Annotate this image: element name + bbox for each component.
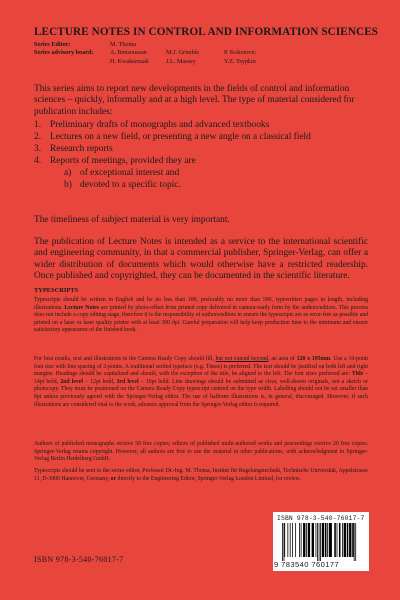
barcode-bar [322, 523, 324, 557]
text-run: For best results, text and illustrations in the Camera Ready Copy should fill, [34, 356, 216, 362]
list-number: 2. [34, 132, 42, 142]
barcode-bar [327, 523, 328, 557]
list-item [34, 155, 368, 167]
typescripts-paragraph-3 [34, 441, 368, 464]
text-run-bold: Lecture Notes [64, 304, 100, 311]
text-run: , an area of [268, 356, 297, 362]
advisory-board-label: Series advisory board: [34, 49, 94, 57]
series-editor-label: Series Editor: [34, 41, 71, 48]
barcode-bar [339, 523, 341, 557]
list-text: Preliminary drafts of monographs and advanced textbooks [50, 120, 270, 130]
text-run: Typescripts should be written in English and be no less than 100, preferably no more than 500, typewritten pages in length, including illustrations. [34, 297, 368, 311]
barcode-bar [290, 523, 291, 557]
list-item [34, 143, 368, 155]
barcode-bar [282, 523, 283, 561]
series-title: LECTURE NOTES IN CONTROL AND INFORMATION SCIENCES [34, 26, 379, 38]
barcode-bar [295, 523, 296, 557]
typescripts-paragraph-4 [34, 468, 368, 483]
text-run-bold: 3rd level [116, 378, 139, 385]
barcode-bar [354, 523, 355, 561]
barcode-isbn-label: ISBN 978-3-540-76017-7 [277, 515, 365, 522]
sublist-letter: a) [64, 168, 72, 178]
advisory-member: A. Bensoussan [110, 49, 147, 57]
barcode-bar [287, 523, 288, 557]
barcode-bar [284, 523, 285, 557]
back-cover [34, 0, 379, 600]
barcode-bar [299, 523, 300, 557]
barcode [273, 512, 369, 571]
barcode-bar [292, 523, 293, 557]
list-number: 3. [34, 144, 42, 154]
editorial-board [34, 41, 368, 66]
barcode-bar [349, 523, 351, 557]
barcode-bar [352, 523, 354, 557]
barcode-bar [320, 523, 321, 561]
series-editor-name: M. Thoma [110, 41, 137, 48]
barcode-bar [317, 523, 318, 561]
barcode-bar [308, 523, 310, 557]
typescripts-paragraph-2 [34, 356, 368, 409]
list-number: 1. [34, 120, 42, 130]
list-item [34, 119, 368, 131]
advisory-member: J.L. Massey [166, 57, 196, 65]
text-run: Authors of published monographs receive 50 free copies; editors of published multi-authored works and proceedings receive 20 free copies. Springer-Verlag retains copyright. However, all authors are free to use the material in other publications, with acknowledgment to Springer-Verlag Berlin Heidelberg GmbH. [34, 441, 368, 463]
text-run-bold: 2nd level [60, 378, 83, 385]
list-text: Lectures on a new field, or presenting a new angle on a classical field [50, 132, 311, 142]
barcode-bar [303, 523, 305, 557]
barcode-bar [319, 523, 320, 561]
barcode-bar [312, 523, 314, 557]
barcode-bar [301, 523, 302, 557]
sublist-text: devoted to a specific topic. [80, 180, 181, 190]
list-item [34, 131, 368, 143]
isbn-text: ISBN 978-3-540-76017-7 [34, 555, 124, 564]
text-run-bold: Title [351, 371, 364, 378]
text-run-bold: or [110, 475, 117, 482]
material-list [34, 119, 368, 191]
intro-text: This series aims to report new developments in the fields of control and information sciences – quickly, informally and at a high level. The type of material considered for publication includes: [34, 84, 355, 117]
text-run: . Use a 10-point font size with line spacing of 2-points. A traditional serifed typeface (e.g. Times) is preferred. The text should be justified on both left and right margins. Headings should be capitalized and should, with the exception of the title, be aligned to the left. The font sizes preferred are: [34, 356, 368, 378]
barcode-bars [277, 523, 365, 561]
text-run: directly to the Engineering Editor, Springer-Verlag London Limited, for review. [116, 475, 301, 482]
barcode-bar [355, 523, 356, 561]
text-run: Typescripts should be sent to the series editor, Professor Dr.-Ing. M. Thoma, Institut für Regelungstechnik, Technische Universität, Appelstrasse 11, D-3000 Hannover, Germany, [34, 468, 368, 482]
advisory-member: Y.Z. Tsypkin [224, 57, 256, 65]
text-run: are printed by photo-offset from printed copy delivered in camera-ready form by the authors/editors. This process does not include a copy editing stage, therefore it is the responsibility of authors/editors to ensure the typescripts are as error-free as possible and printed on a laser or laser quality printer with at least 300 dpi. Careful preparation will help keep production time to the minimum and ensure satisfactory appearance of the finished book. [34, 304, 368, 334]
barcode-bar [329, 523, 332, 557]
advisory-member: H. Kwakernaak [110, 57, 149, 65]
barcode-bar [342, 523, 343, 557]
typescripts-paragraph-1 [34, 297, 368, 335]
list-number: 4. [34, 156, 42, 166]
barcode-digits: 9 783540 760177 [274, 560, 340, 569]
advisory-member: P. Kokotovic [224, 49, 256, 57]
barcode-bar [344, 523, 346, 557]
sublist-text: of exceptional interest and [80, 168, 180, 178]
timeliness-note: The timeliness of subject material is very important. [34, 215, 230, 225]
barcode-bar [284, 523, 285, 561]
list-text: Research reports [50, 144, 113, 154]
barcode-bar [325, 523, 327, 557]
publication-paragraph [34, 237, 368, 283]
sublist-item [34, 179, 368, 191]
text-run: – 14pt bold, [34, 371, 369, 385]
typescripts-heading: TYPESCRIPTS [34, 287, 79, 294]
text-run-bold: 120 x 195mm [296, 356, 331, 362]
barcode-bar [337, 523, 338, 557]
barcode-bar [347, 523, 349, 557]
text-run-underlined: but not extend beyond [215, 356, 269, 362]
sublist-item [34, 167, 368, 179]
barcode-bar [306, 523, 307, 557]
barcode-bar [334, 523, 336, 557]
text-run: – 12pt bold, [82, 378, 117, 385]
advisory-member: M.J. Grimble [166, 49, 200, 57]
intro-paragraph [34, 84, 368, 118]
text-run: – 10pt bold. Line drawings should be submitted as clear, well-drawn originals, not a sketch or photocopy. They must be positioned on the Camera Ready Copy typescript centred on the type width. Labelling should not be set smaller than 8pt unless previously agreed with the Springer-Verlag editor. The use of halftone illustrations is, in general, discouraged. However, if such illustrations are considered vital to the work, advance approval from the Springer-Verlag editor is required. [34, 378, 368, 408]
sublist-letter: b) [64, 180, 72, 190]
list-text: Reports of meetings, provided they are [50, 156, 196, 166]
barcode-bar [316, 523, 317, 557]
publication-text: The publication of Lecture Notes is intended as a service to the international scientific and engineering community, in that a commercial publisher, Springer-Verlag, can offer a wider distribution of documents which would otherwise have a restricted readership. Once published and copyrighted, they can be documented in the scientific literature. [34, 237, 368, 282]
